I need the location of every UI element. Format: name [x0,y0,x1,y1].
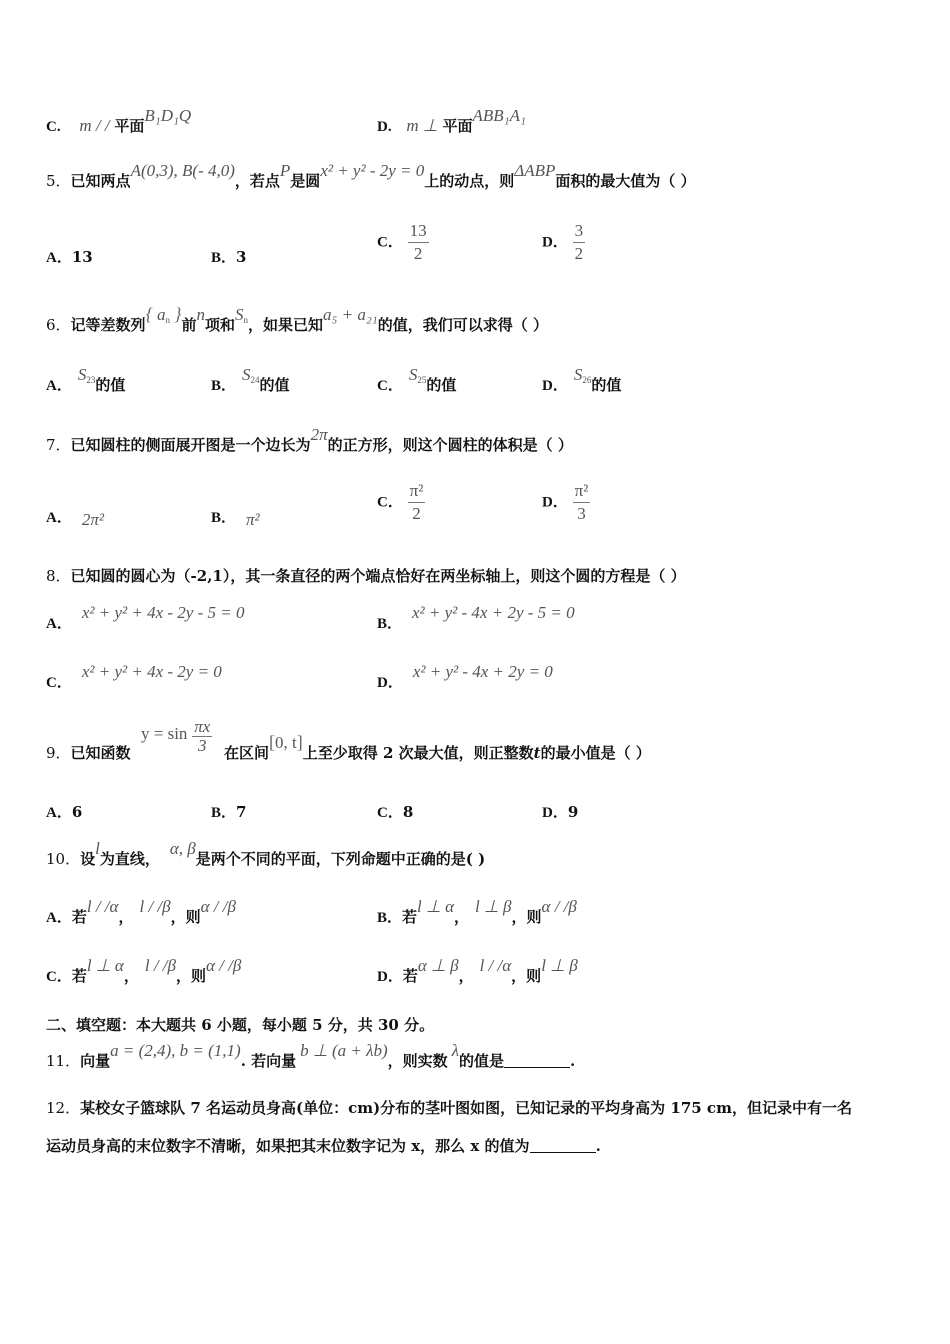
option-a: A．6 [46,803,83,821]
option-b: B．$S_{24}$的值 [211,365,290,394]
math-expr: 2π [310,425,328,444]
fraction: $\frac{13}{2}$ [409,221,427,263]
option-b: B．若l ⊥ α，l ⊥ β，则α / /β [377,897,577,926]
math-expr: m ⊥ [406,116,438,135]
option-d: D．x² + y² - 4x + 2y = 0 [377,662,553,691]
question-number: 7． [46,436,71,454]
question-text: 记等差数列 [70,316,146,334]
question-7 [46,425,910,455]
option-a: A．若l / /α，l / /β，则α / /β [46,897,236,926]
question-text: 是两个不同的平面，下列命题中正确的是( ) [195,850,486,868]
question-5-options [46,220,910,270]
question-text: 的值是 [459,1052,505,1070]
option-b: B． π² [211,510,260,529]
math-expr: x² + y² - 2y = 0 [320,161,425,180]
section-heading: 二、填空题：本大题共 6 小题，每小题 5 分，共 30 分。 [46,1016,435,1034]
math-expr: n [196,305,205,324]
question-text: ，则实数 [387,1052,448,1070]
question-text: 上至少取得 2 次最大值，则正整数 [302,744,534,762]
option-c: C．x² + y² + 4x - 2y = 0 [46,662,222,691]
option-d: D． $\frac{3}{2}$ [542,221,584,263]
question-6 [46,304,910,335]
question-text: 已知两点 [70,172,131,190]
option-a: A．13 [46,248,93,266]
math-expr: A(0,3), B(- 4,0) [130,161,235,180]
option-text: 平面 [442,117,473,135]
fraction: $\frac{\text{π²}}{2}$ [409,481,424,523]
question-text: 运动员身高的末位数字不清晰，如果把其末位数字记为 x，那么 x 的值为 [46,1137,530,1155]
question-text: 某校女子篮球队 7 名运动员身高(单位：cm)分布的茎叶图如图，已知记录的平均身高为 175 cm，但记录中有一名 [80,1099,852,1117]
math-expr: { $a_n$ } [145,304,182,325]
question-text: 在区间 [224,744,270,762]
question-text: 是圆 [290,172,321,190]
math-expr: b ⊥ (a + λb) [300,1041,388,1060]
option-b: B．x² + y² - 4x + 2y - 5 = 0 [377,603,575,632]
option-a: A． 2π² [46,510,104,529]
question-10 [46,839,910,869]
question-text: 的正方形，则这个圆柱的体积是（ ） [327,436,573,454]
question-11: 11．向量a = (2,4), b = (1,1). 若向量b ⊥ (a + λb)，则实数λ的值是 . [46,1041,576,1070]
question-number: 5． [46,172,71,190]
option-c: C．若l ⊥ α，l / /β，则α / /β [46,956,242,985]
question-number: 8． [46,567,71,585]
question-text: 已知圆的圆心为（-2,1），其一条直径的两个端点恰好在两坐标轴上，则这个圆的方程是（ ） [70,567,686,585]
math-expr: $S_n$ [235,305,248,325]
option-d: D．9 [542,803,579,821]
question-8 [46,565,910,586]
option-b: B．7 [211,803,247,821]
option-c: C．8 [377,803,414,821]
option-c: C． $\frac{13}{2}$ [377,221,427,263]
option-c: C． $\frac{\text{π²}}{2}$ [377,481,424,523]
interval: [0, t] [269,732,303,752]
question-text: 面积的最大值为（ ） [555,172,696,190]
option-d: D．$S_{26}$的值 [542,365,622,394]
fraction: $\frac{3}{2}$ [574,221,584,263]
option-text: 平面 [114,117,145,135]
option-d: D． $\frac{\text{π²}}{3}$ [542,481,589,523]
fraction: $\frac{\text{π²}}{3}$ [574,481,589,523]
question-number: 10． [46,850,81,868]
question-text: 为直线， [99,850,160,868]
question-text: 上的动点，则 [424,172,515,190]
math-expr: ABB₁A₁ [472,106,526,125]
math-expr: α, β [169,839,196,858]
question-number: 6． [46,316,71,334]
question-text: 项和 [204,316,235,334]
math-expr: l [95,839,100,858]
question-text: 已知圆柱的侧面展开图是一个边长为 [70,436,311,454]
question-text: 前 [181,316,197,334]
question-text: 向量 [80,1052,111,1070]
math-expr: m / / [79,116,110,135]
answer-blank[interactable] [504,1053,570,1068]
question-number: 12． [46,1099,81,1117]
question-text: 的最小值是（ ） [540,744,651,762]
question-12-line2: 运动员身高的末位数字不清晰，如果把其末位数字记为 x，那么 x 的值为 . [46,1137,601,1155]
question-text: 已知函数 [70,744,131,762]
question-number: 9． [46,744,71,762]
math-expr: a₅ + a₂₁ [323,305,378,324]
question-text: ，若点 [234,172,280,190]
question-text: . 若向量 [240,1052,297,1070]
question-text: ，如果已知 [248,316,324,334]
math-expr: B₁D₁Q [144,106,192,125]
question-number: 11． [46,1052,81,1070]
math-expr: λ [451,1041,460,1060]
math-expr: ΔABP [514,161,556,180]
question-9: 9．已知函数 y = sin $\frac{\pi x}{3}$ 在区间[0, t]上至少取得 2 次最大值，则正整数t的最小值是（ ） [46,717,651,762]
option-a: A．$S_{23}$的值 [46,365,126,394]
option-a: A．x² + y² + 4x - 2y - 5 = 0 [46,603,245,632]
answer-blank[interactable] [530,1138,596,1153]
math-expr: a = (2,4), b = (1,1) [110,1041,241,1060]
question-5 [46,161,910,191]
option-b: B．3 [211,248,247,266]
option-label: D. [377,119,392,135]
option-c: C．$S_{25}$的值 [377,365,457,394]
question-text: 设 [80,850,96,868]
math-expr: P [279,161,291,180]
option-d: D．若α ⊥ β，l / /α，则l ⊥ β [377,956,578,985]
question-12-line1 [46,1097,910,1118]
function-expr: y = sin $\frac{\pi x}{3}$ [141,717,211,755]
option-label: C. [46,119,61,135]
question-text: 的值，我们可以求得（ ） [377,316,548,334]
question-7-options [46,480,910,534]
